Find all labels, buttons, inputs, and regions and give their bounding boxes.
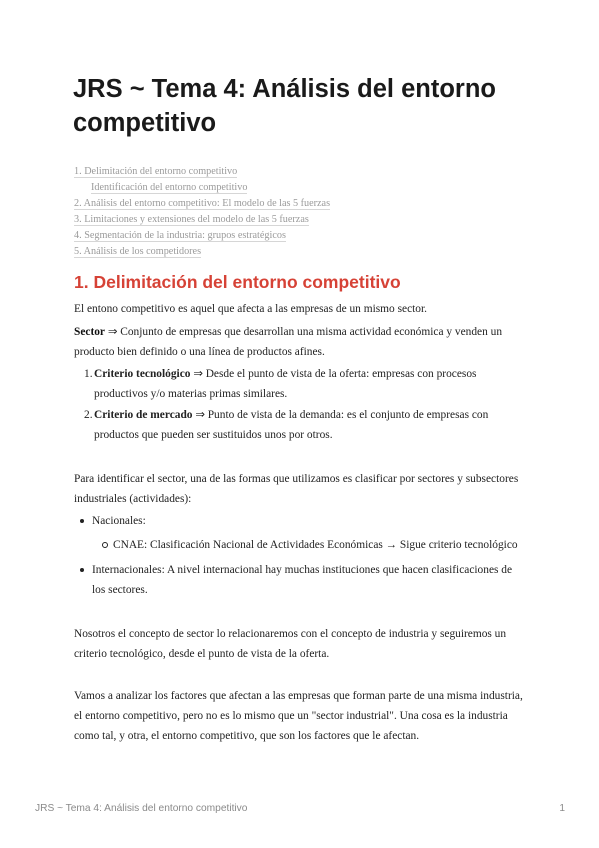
table-of-contents (74, 164, 330, 260)
criterion-text: ⇒ Punto de vista de la demanda: es el conjunto de empresas con productos que pueden ser sustituidos unos por otros. (94, 409, 489, 441)
circle-bullet-icon (102, 542, 108, 548)
criterion-item-2 (84, 405, 526, 445)
bullet-internacionales: Internacionales: A nivel internacional hay muchas instituciones que hacen clasificaciones de los sectores. (92, 560, 524, 600)
bullet-cnae: CNAE: Clasificación Nacional de Actividades Económicas → Sigue criterio tecnológico (113, 535, 533, 555)
sector-text: ⇒ Conjunto de empresas que desarrollan una misma actividad económica y venden un producto bien definido o una línea de productos afines. (74, 326, 503, 358)
page-title: JRS ~ Tema 4: Análisis del entorno competitivo (73, 75, 496, 137)
bullet-icon (80, 519, 84, 523)
section-heading: 1. Delimitación del entorno competitivo (74, 272, 401, 292)
criterion-term: Criterio tecnológico (94, 368, 191, 380)
identify-paragraph: Para identificar el sector, una de las formas que utilizamos es clasificar por sectores y subsectores industriales (actividades): (74, 473, 519, 505)
footer-title: JRS ~ Tema 4: Análisis del entorno competitivo (35, 803, 248, 814)
analyze-paragraph: Vamos a analizar los factores que afectan a las empresas que forman parte de una misma industria, el entorno competitivo, pero no es lo mismo que un "sector industrial". Una cosa es la industria como tal, y otra, el entorno competitivo, que son los factores que le afectan. (74, 690, 523, 742)
toc-link-1[interactable]: 1. Delimitación del entorno competitivo (74, 166, 238, 177)
toc-link-1-1[interactable]: Identificación del entorno competitivo (91, 182, 248, 193)
toc-link-4[interactable]: 4. Segmentación de la industria: grupos estratégicos (74, 230, 286, 241)
criterion-text: ⇒ Desde el punto de vista de la oferta: empresas con procesos productivos y/o materias primas similares. (94, 368, 477, 400)
toc-link-2[interactable]: 2. Análisis del entorno competitivo: El modelo de las 5 fuerzas (74, 198, 331, 209)
concept-paragraph: Nosotros el concepto de sector lo relacionaremos con el concepto de industria y seguiremos un criterio tecnológico, desde el punto de vista de la oferta. (74, 628, 507, 660)
sector-definition (74, 322, 524, 362)
toc-link-5[interactable]: 5. Análisis de los competidores (74, 246, 202, 257)
page-footer (35, 803, 565, 814)
criterion-item-1 (84, 364, 526, 404)
criterion-term: Criterio de mercado (94, 409, 193, 421)
bullet-icon (80, 568, 84, 572)
criterion-number: 1. (84, 368, 93, 380)
page-number: 1 (559, 803, 565, 814)
toc-link-3[interactable]: 3. Limitaciones y extensiones del modelo de las 5 fuerzas (74, 214, 309, 225)
criterion-number: 2. (84, 409, 93, 421)
bullet-nacionales: Nacionales: (92, 511, 524, 531)
sector-term: Sector (74, 326, 105, 338)
intro-paragraph: El entono competitivo es aquel que afecta a las empresas de un mismo sector. (74, 303, 427, 315)
